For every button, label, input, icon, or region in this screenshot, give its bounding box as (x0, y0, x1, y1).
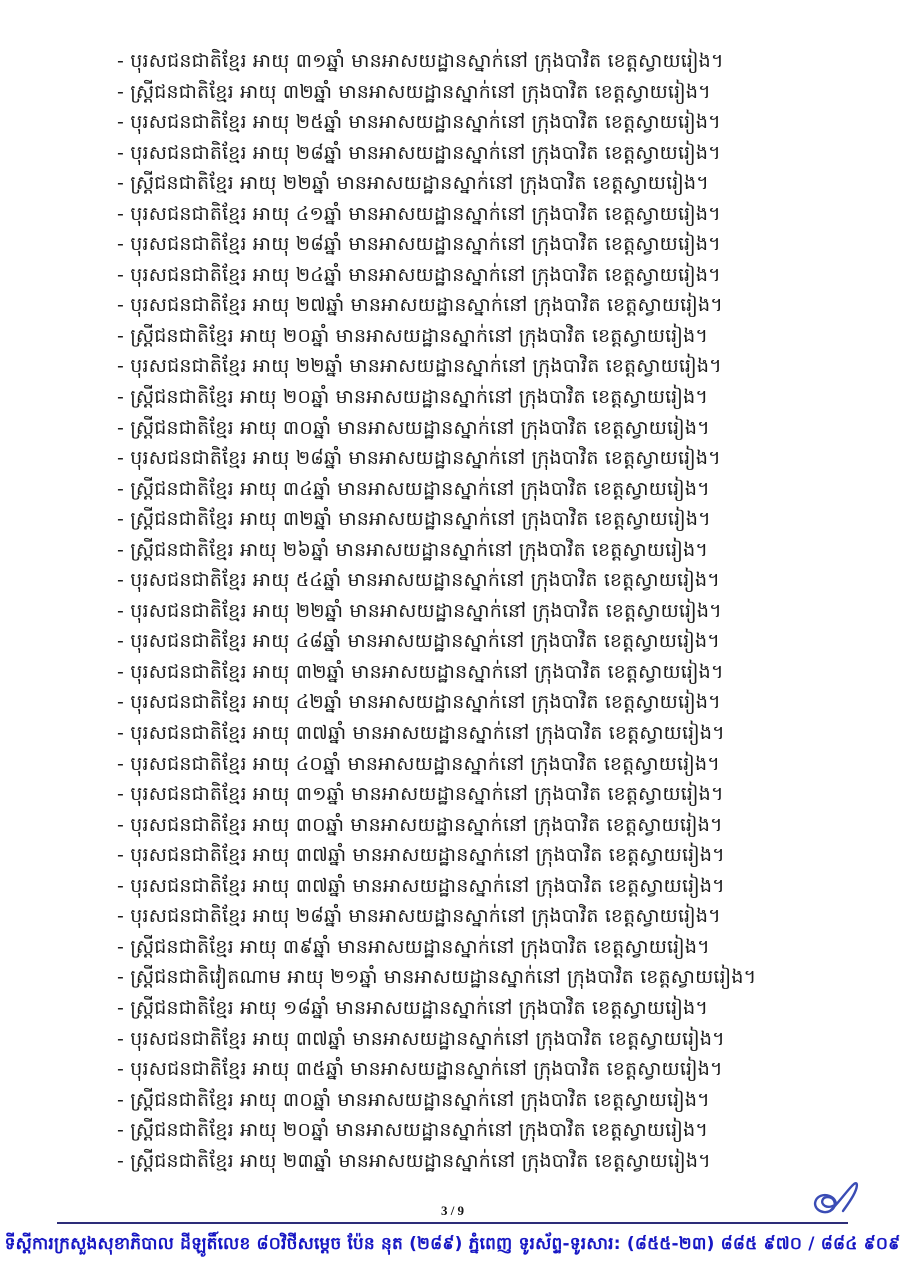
census-line: - បុរសជនជាតិខ្មែរ អាយុ ៣០ឆ្នាំ មានអាសយដ្ឋានស្នាក់នៅ ក្រុងបាវិត ខេត្តស្វាយរៀង។ (117, 813, 723, 836)
census-line: - បុរសជនជាតិខ្មែរ អាយុ ២៨ឆ្នាំ មានអាសយដ្ឋានស្នាក់នៅ ក្រុងបាវិត ខេត្តស្វាយរៀង។ (117, 905, 721, 928)
census-line: - ស្ត្រីជនជាតិខ្មែរ អាយុ ៣២ឆ្នាំ មានអាសយដ្ឋានស្នាក់នៅ ក្រុងបាវិត ខេត្តស្វាយរៀង។ (117, 80, 711, 103)
census-line: - បុរសជនជាតិខ្មែរ អាយុ ៣៧ឆ្នាំ មានអាសយដ្ឋានស្នាក់នៅ ក្រុងបាវិត ខេត្តស្វាយរៀង។ (117, 722, 725, 745)
census-line: - បុរសជនជាតិខ្មែរ អាយុ ២៧ឆ្នាំ មានអាសយដ្ឋានស្នាក់នៅ ក្រុងបាវិត ខេត្តស្វាយរៀង។ (117, 294, 724, 317)
census-line: - បុរសជនជាតិខ្មែរ អាយុ ៣២ឆ្នាំ មានអាសយដ្ឋានស្នាក់នៅ ក្រុងបាវិត ខេត្តស្វាយរៀង។ (117, 660, 724, 683)
page-number: 3 / 9 (440, 1203, 465, 1218)
census-line: - បុរសជនជាតិខ្មែរ អាយុ ៣៧ឆ្នាំ មានអាសយដ្ឋានស្នាក់នៅ ក្រុងបាវិត ខេត្តស្វាយរៀង។ (117, 1027, 725, 1050)
footer-address: ទីស្តីការក្រសួងសុខាភិបាល ដីឡូតិ៍លេខ ៨០វិថីសម្តេច ប៉ែន នុត (២៨៩) ភ្នំពេញ ទូរស័ព្ទ-ទូរសារ: (៨៥៥-២៣) ៨៨៥ ៩៧០ / ៨៨៤ ៩០៩ (4, 1234, 901, 1254)
census-line: - បុរសជនជាតិខ្មែរ អាយុ ៣៧ឆ្នាំ មានអាសយដ្ឋានស្នាក់នៅ ក្រុងបាវិត ខេត្តស្វាយរៀង។ (117, 874, 725, 897)
census-line: - ស្ត្រីជនជាតិខ្មែរ អាយុ ២០ឆ្នាំ មានអាសយដ្ឋានស្នាក់នៅ ក្រុងបាវិត ខេត្តស្វាយរៀង។ (117, 324, 709, 347)
census-line: - ស្ត្រីជនជាតិខ្មែរ អាយុ ៣០ឆ្នាំ មានអាសយដ្ឋានស្នាក់នៅ ក្រុងបាវិត ខេត្តស្វាយរៀង។ (117, 416, 710, 439)
census-line: - ស្ត្រីជនជាតិខ្មែរ អាយុ ៣០ឆ្នាំ មានអាសយដ្ឋានស្នាក់នៅ ក្រុងបាវិត ខេត្តស្វាយរៀង។ (117, 1088, 710, 1111)
census-line: - បុរសជនជាតិខ្មែរ អាយុ ៥៤ឆ្នាំ មានអាសយដ្ឋានស្នាក់នៅ ក្រុងបាវិត ខេត្តស្វាយរៀង។ (117, 569, 720, 592)
census-line: - ស្ត្រីជនជាតិវៀតណាម អាយុ ២១ឆ្នាំ មានអាសយដ្ឋានស្នាក់នៅ ក្រុងបាវិត ខេត្តស្វាយរៀង។ (117, 966, 757, 989)
body-text (117, 46, 837, 1176)
census-line: - ស្ត្រីជនជាតិខ្មែរ អាយុ ២៦ឆ្នាំ មានអាសយដ្ឋានស្នាក់នៅ ក្រុងបាវិត ខេត្តស្វាយរៀង។ (117, 538, 709, 561)
census-line: - បុរសជនជាតិខ្មែរ អាយុ ២៨ឆ្នាំ មានអាសយដ្ឋានស្នាក់នៅ ក្រុងបាវិត ខេត្តស្វាយរៀង។ (117, 141, 721, 164)
census-line: - បុរសជនជាតិខ្មែរ អាយុ ៣១ឆ្នាំ មានអាសយដ្ឋានស្នាក់នៅ ក្រុងបាវិត ខេត្តស្វាយរៀង។ (117, 783, 724, 806)
census-line: - បុរសជនជាតិខ្មែរ អាយុ ៤៨ឆ្នាំ មានអាសយដ្ឋានស្នាក់នៅ ក្រុងបាវិត ខេត្តស្វាយរៀង។ (117, 630, 720, 653)
census-line: - បុរសជនជាតិខ្មែរ អាយុ ៣១ឆ្នាំ មានអាសយដ្ឋានស្នាក់នៅ ក្រុងបាវិត ខេត្តស្វាយរៀង។ (117, 50, 724, 72)
signature-icon (808, 1180, 870, 1220)
census-line: - បុរសជនជាតិខ្មែរ អាយុ ៤១ឆ្នាំ មានអាសយដ្ឋានស្នាក់នៅ ក្រុងបាវិត ខេត្តស្វាយរៀង។ (117, 202, 721, 225)
census-line: - ស្ត្រីជនជាតិខ្មែរ អាយុ ២០ឆ្នាំ មានអាសយដ្ឋានស្នាក់នៅ ក្រុងបាវិត ខេត្តស្វាយរៀង។ (117, 386, 709, 409)
census-line: - ស្ត្រីជនជាតិខ្មែរ អាយុ ១៨ឆ្នាំ មានអាសយដ្ឋានស្នាក់នៅ ក្រុងបាវិត ខេត្តស្វាយរៀង។ (117, 996, 709, 1019)
census-line: - ស្ត្រីជនជាតិខ្មែរ អាយុ ៣២ឆ្នាំ មានអាសយដ្ឋានស្នាក់នៅ ក្រុងបាវិត ខេត្តស្វាយរៀង។ (117, 508, 711, 531)
census-line: - បុរសជនជាតិខ្មែរ អាយុ ៤០ឆ្នាំ មានអាសយដ្ឋានស្នាក់នៅ ក្រុងបាវិត ខេត្តស្វាយរៀង។ (117, 752, 720, 775)
census-line: - បុរសជនជាតិខ្មែរ អាយុ ២២ឆ្នាំ មានអាសយដ្ឋានស្នាក់នៅ ក្រុងបាវិត ខេត្តស្វាយរៀង។ (117, 355, 722, 378)
census-line: - ស្ត្រីជនជាតិខ្មែរ អាយុ ៣៤ឆ្នាំ មានអាសយដ្ឋានស្នាក់នៅ ក្រុងបាវិត ខេត្តស្វាយរៀង។ (117, 477, 710, 500)
census-line: - ស្ត្រីជនជាតិខ្មែរ អាយុ ២២ឆ្នាំ មានអាសយដ្ឋានស្នាក់នៅ ក្រុងបាវិត ខេត្តស្វាយរៀង។ (117, 172, 709, 195)
census-line: - បុរសជនជាតិខ្មែរ អាយុ ២៨ឆ្នាំ មានអាសយដ្ឋានស្នាក់នៅ ក្រុងបាវិត ខេត្តស្វាយរៀង។ (117, 447, 721, 470)
census-line: - បុរសជនជាតិខ្មែរ អាយុ ២៥ឆ្នាំ មានអាសយដ្ឋានស្នាក់នៅ ក្រុងបាវិត ខេត្តស្វាយរៀង។ (117, 111, 721, 134)
footer-rule (57, 1222, 848, 1224)
census-line: - បុរសជនជាតិខ្មែរ អាយុ ៣៧ឆ្នាំ មានអាសយដ្ឋានស្នាក់នៅ ក្រុងបាវិត ខេត្តស្វាយរៀង។ (117, 844, 725, 867)
census-line: - បុរសជនជាតិខ្មែរ អាយុ ២៤ឆ្នាំ មានអាសយដ្ឋានស្នាក់នៅ ក្រុងបាវិត ខេត្តស្វាយរៀង។ (117, 263, 721, 286)
census-line: - បុរសជនជាតិខ្មែរ អាយុ ៣៥ឆ្នាំ មានអាសយដ្ឋានស្នាក់នៅ ក្រុងបាវិត ខេត្តស្វាយរៀង។ (117, 1058, 723, 1081)
census-line: - បុរសជនជាតិខ្មែរ អាយុ ២២ឆ្នាំ មានអាសយដ្ឋានស្នាក់នៅ ក្រុងបាវិត ខេត្តស្វាយរៀង។ (117, 599, 722, 622)
census-line: - ស្ត្រីជនជាតិខ្មែរ អាយុ ៣៩ឆ្នាំ មានអាសយដ្ឋានស្នាក់នៅ ក្រុងបាវិត ខេត្តស្វាយរៀង។ (117, 935, 710, 958)
census-line: - បុរសជនជាតិខ្មែរ អាយុ ២៨ឆ្នាំ មានអាសយដ្ឋានស្នាក់នៅ ក្រុងបាវិត ខេត្តស្វាយរៀង។ (117, 233, 721, 256)
census-line: - ស្ត្រីជនជាតិខ្មែរ អាយុ ២០ឆ្នាំ មានអាសយដ្ឋានស្នាក់នៅ ក្រុងបាវិត ខេត្តស្វាយរៀង។ (117, 1119, 709, 1142)
census-line: - ស្ត្រីជនជាតិខ្មែរ អាយុ ២៣ឆ្នាំ មានអាសយដ្ឋានស្នាក់នៅ ក្រុងបាវិត ខេត្តស្វាយរៀង។ (117, 1149, 711, 1172)
census-line: - បុរសជនជាតិខ្មែរ អាយុ ៤២ឆ្នាំ មានអាសយដ្ឋានស្នាក់នៅ ក្រុងបាវិត ខេត្តស្វាយរៀង។ (117, 691, 721, 714)
